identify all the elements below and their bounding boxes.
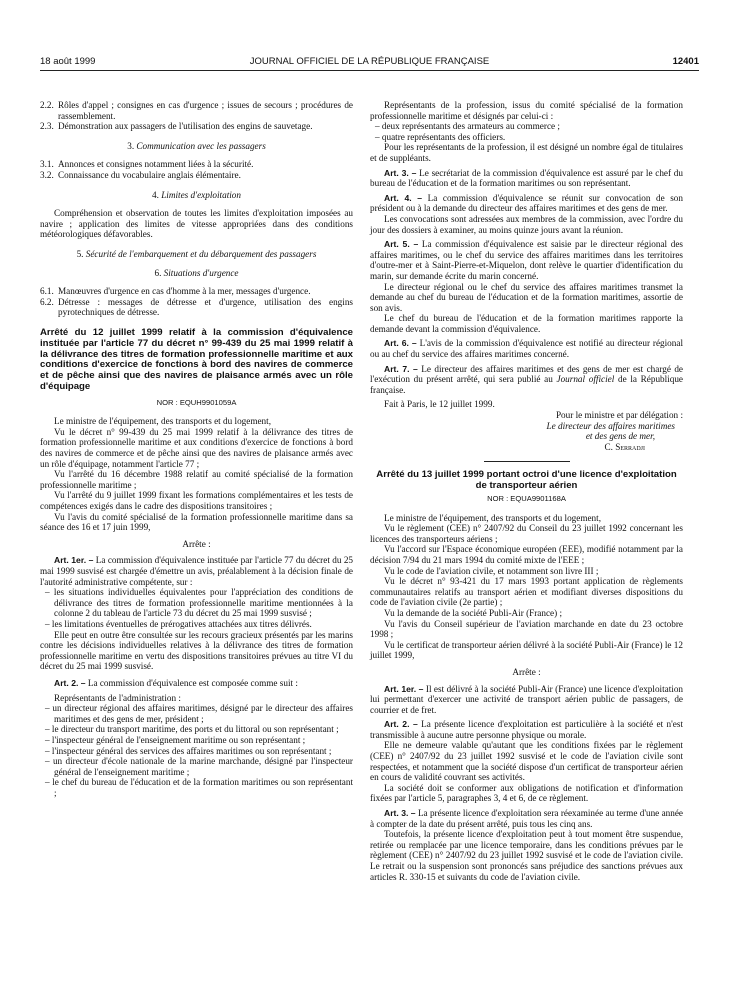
- article-6: Art. 6. – L'avis de la commission d'équivalence est notifié au directeur régional ou au chef du service des affaires maritimes concerné.: [370, 338, 683, 360]
- signature-date: Fait à Paris, le 12 juillet 1999.: [384, 399, 495, 410]
- article-7: Art. 7. – Le directeur des affaires maritimes et des gens de mer est chargé de l'exécution du présent arrêté, qui sera publié au Journal officiel de la République française.: [370, 363, 683, 395]
- article-2: Art. 2. – La présente licence d'exploitation est particulière à la société et n'est transmissible à aucune autre personne physique ou morale.: [370, 719, 683, 740]
- paragraph: Pour les représentants de la profession, il est désigné un nombre égal de titulaires et de suppléants.: [370, 142, 683, 163]
- paragraph: Elle peut en outre être consultée sur les recours gracieux présentés par les marins contre les décisions individuelles relatives à la délivrance des titres de formation professionnelle maritime en vertu des dispositions transitoires prévues au titre VI du décret du 25 mai 1999 susvisé.: [40, 629, 353, 672]
- paragraph: Le ministre de l'équipement, des transports et du logement,: [384, 512, 601, 523]
- paragraph: Le directeur régional ou le chef du service des affaires maritimes transmet la demande au chef du bureau de l'éducation et de la formation maritimes, assortie de son avis.: [370, 281, 683, 313]
- paragraph: Vu l'arrêté du 16 décembre 1988 relatif au comité spécialisé de la formation professionnelle maritime ;: [40, 469, 353, 490]
- paragraph: Vu l'arrêté du 9 juillet 1999 fixant les formations complémentaires et les tests de compétences exigés dans le cadre des dispositions transitoires ;: [40, 490, 353, 512]
- list-item: 6.1. Manœuvres d'urgence en cas d'homme à la mer, messages d'urgence.: [40, 286, 311, 297]
- paragraph: Vu le règlement (CEE) n° 2407/92 du Conseil du 23 juillet 1992 concernant les licences des transporteurs aériens ;: [370, 523, 683, 544]
- paragraph: Les convocations sont adressées aux membres de la commission, avec l'ordre du jour des dossiers à examiner, au moins quinze jours avant la réunion.: [370, 213, 683, 235]
- separator-rule: [484, 461, 570, 462]
- list-item: – le directeur du transport maritime, des ports et du littoral ou son représentant ;: [45, 724, 339, 735]
- nor-reference: NOR : EQUA9901168A: [487, 494, 566, 503]
- section-heading: 5. Sécurité de l'embarquement et du débarquement des passagers: [76, 248, 317, 259]
- paragraph: Vu le code de l'aviation civile, et notamment son livre III ;: [384, 565, 599, 576]
- article-2: Art. 2. – La commission d'équivalence est composée comme suit :: [54, 677, 298, 688]
- paragraph: Représentants de l'administration :: [54, 692, 181, 703]
- page-number: 12401: [672, 56, 699, 67]
- paragraph: Compréhension et observation de toutes les limites d'exploitation imposées au navire ; application des limites de vitesse appropriées dans des conditions météorologiques défavorables.: [40, 208, 353, 240]
- list-item: – l'inspecteur général des services des affaires maritimes ou son représentant ;: [45, 745, 332, 756]
- signature-line: et des gens de mer,: [585, 431, 655, 442]
- list-item: – un directeur régional des affaires maritimes, désigné par le directeur des affaires maritimes et des gens de mer, président ;: [45, 703, 353, 724]
- paragraph: Toutefois, la présente licence d'exploitation peut à tout moment être suspendue, retirée ou remplacée par une licence temporaire, dans les conditions prévues par le règlement (CEE) n° 2407/92 du 23 juillet 1992 susvisé et le code de l'aviation civile. Le retrait ou la suspension sont prononcés sans préjudice des sanctions prévues aux articles R. 330-15 et suivants du code de l'aviation civile.: [370, 829, 683, 882]
- issue-date: 18 août 1999: [40, 56, 96, 67]
- article-5: Art. 5. – La commission d'équivalence est saisie par le directeur régional des affaires maritimes, ou le chef du service des affaires maritimes dans les territoires d'outre-mer et à Saint-Pierre-et-Miquelon, dont relève le quartier d'identification du marin, sur demande écrite du marin concerné.: [370, 239, 683, 281]
- signature-line: Pour le ministre et par délégation :: [555, 410, 683, 421]
- arrete-heading: Arrête :: [512, 666, 541, 677]
- arrete-heading: Arrête :: [182, 538, 211, 549]
- section-heading: 6. Situations d'urgence: [154, 267, 239, 278]
- paragraph: Vu le certificat de transporteur aérien délivré à la société Publi-Air (France) le 12 juillet 1999,: [370, 639, 683, 661]
- list-item: 2.2. Rôles d'appel ; consignes en cas d'urgence ; issues de secours ; procédures de rassemblement.: [40, 100, 353, 121]
- journal-title: JOURNAL OFFICIEL DE LA RÉPUBLIQUE FRANÇAISE: [249, 56, 490, 67]
- paragraph: Vu la demande de la société Publi-Air (France) ;: [384, 607, 563, 618]
- paragraph: Représentants de la profession, issus du comité spécialisé de la formation professionnelle maritime et désignés par celui-ci :: [370, 100, 683, 121]
- list-item: 6.2. Détresse : messages de détresse et d'urgence, utilisation des engins pyrotechniques de détresse.: [40, 296, 353, 318]
- paragraph: Vu le décret n° 99-439 du 25 mai 1999 relatif à la délivrance des titres de formation professionnelle maritime et aux conditions d'exercice de fonctions à bord des navires de commerce et de pêche ainsi que des navires de plaisance armés avec un rôle d'équipage, notamment l'article 77 ;: [40, 426, 353, 469]
- list-item: – quatre représentants des officiers.: [375, 131, 506, 142]
- decree-title: Arrêté du 13 juillet 1999 portant octroi d'une licence d'exploitation de transporteur aérien: [376, 469, 677, 492]
- list-item: 3.2. Connaissance du vocabulaire anglais élémentaire.: [40, 169, 241, 180]
- paragraph: Le ministre de l'équipement, des transports et du logement,: [54, 416, 271, 427]
- paragraph: La société doit se conformer aux obligations de notification et d'information fixées par l'article 5, paragraphes 3, 4 et 6, de ce règlement.: [370, 782, 683, 804]
- signature-line: Le directeur des affaires maritimes: [546, 420, 675, 431]
- list-item: – les situations individuelles équivalentes pour l'appréciation des conditions de délivrance des titres de formation professionnelle maritime mentionnées à la colonne 2 du tableau de l'article 73 du décret du 25 mai 1999 susvisé ;: [45, 587, 353, 619]
- signatory-name: C. Serradji: [604, 441, 645, 452]
- list-item: – l'inspecteur général de l'enseignement maritime ou son représentant ;: [45, 734, 306, 745]
- paragraph: Vu le décret n° 93-421 du 17 mars 1993 portant application de règlements communautaires relatifs au transport aérien et modifiant diverses dispositions du code de l'aviation civile (2e partie) ;: [370, 576, 683, 608]
- section-heading: 3. Communication avec les passagers: [127, 140, 266, 151]
- paragraph: Vu l'avis du Conseil supérieur de l'aviation marchande en date du 23 octobre 1998 ;: [370, 618, 683, 640]
- page-header: [40, 56, 699, 70]
- list-item: 3.1. Annonces et consignes notamment liées à la sécurité.: [40, 159, 254, 170]
- article-3: Art. 3. – La présente licence d'exploitation sera réexaminée au terme d'une année à compter de la date du présent arrêté, puis tous les cinq ans.: [370, 808, 684, 829]
- nor-reference: NOR : EQUH9901059A: [156, 397, 237, 407]
- paragraph: Vu l'avis du comité spécialisé de la formation professionnelle maritime dans sa séance des 16 et 17 juin 1999,: [40, 511, 353, 533]
- paragraph: Le chef du bureau de l'éducation et de la formation maritimes rapporte la demande devant la commission d'équivalence.: [370, 313, 683, 334]
- list-item: – les limitations éventuelles de prérogatives attachées aux titres délivrés.: [45, 618, 312, 629]
- paragraph: Vu l'accord sur l'Espace économique européen (EEE), modifié notamment par la décision 7/94 du 21 mars 1994 du comité mixte de l'EEE ;: [370, 544, 683, 565]
- list-item: 2.3. Démonstration aux passagers de l'utilisation des engins de sauvetage.: [40, 121, 313, 132]
- list-item: – deux représentants des armateurs au commerce ;: [375, 121, 560, 132]
- article-1: Art. 1er. – Il est délivré à la société Publi-Air (France) une licence d'exploitation lui permettant d'exercer une activité de transport aérien public de passagers, de courrier et de fret.: [370, 683, 684, 715]
- list-item: – un directeur d'école nationale de la marine marchande, désigné par l'inspecteur général de l'enseignement maritime ;: [45, 756, 353, 777]
- list-item: – le chef du bureau de l'éducation et de la formation maritimes ou son représentant ;: [45, 777, 353, 798]
- header-rule: [40, 70, 699, 71]
- decree-title: Arrêté du 12 juillet 1999 relatif à la commission d'équivalence instituée par l'article 77 du décret n° 99-439 du 25 mai 1999 relatif à la délivrance des titres de formation professionnelle maritime et aux conditions d'exercice de fonctions à bord des navires de commerce et de pêche ainsi que des navires de plaisance armés avec un rôle d'équipage: [40, 326, 353, 392]
- article-4: Art. 4. – La commission d'équivalence se réunit sur convocation de son président ou à la demande du directeur des affaires maritimes et des gens de mer.: [370, 192, 683, 214]
- article-3: Art. 3. – Le secrétariat de la commission d'équivalence est assuré par le chef du bureau de l'éducation et de la formation maritimes ou son représentant.: [370, 167, 683, 189]
- section-heading: 4. Limites d'exploitation: [152, 189, 241, 200]
- left-column: [40, 100, 353, 798]
- paragraph: Elle ne demeure valable qu'autant que les conditions fixées par le règlement (CEE) n° 2407/92 du 23 juillet 1992 susvisé et le code de l'aviation civile sont respectées, et notamment que la société dispose d'un certificat de transporteur aérien en cours de validité couvrant ses activités.: [370, 740, 683, 783]
- article-1: Art. 1er. – La commission d'équivalence instituée par l'article 77 du décret du 25 mai 1999 susvisé est chargée d'émettre un avis, préalablement à la décision finale de l'autorité administrative compétente, sur :: [40, 555, 354, 587]
- right-column: [370, 100, 683, 882]
